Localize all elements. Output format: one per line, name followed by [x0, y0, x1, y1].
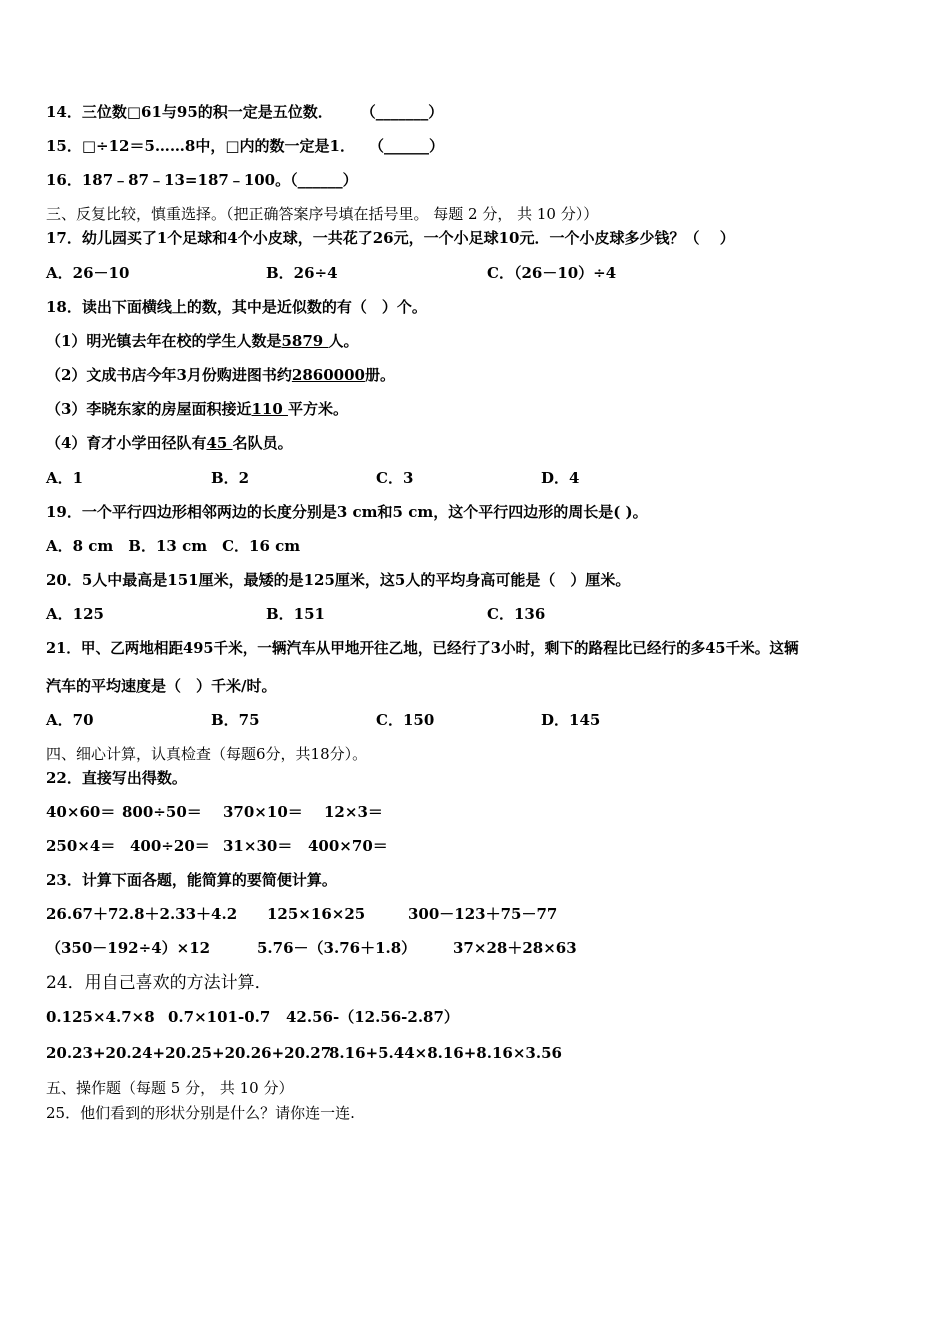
expression: 800÷50＝ — [122, 803, 202, 821]
option-a[interactable]: A．125 — [46, 605, 104, 623]
question-25: 25．他们看到的形状分别是什么？请你连一连. — [46, 1104, 355, 1122]
expression: 31×30＝ — [223, 837, 293, 855]
answer-blank[interactable]: （______） — [368, 137, 444, 155]
q18-item-2: （2）文成书店今年3月份购进图书约2860000册。 — [46, 366, 395, 384]
q19-options[interactable]: A．8 cm B．13 cm C．16 cm — [46, 537, 301, 555]
expression: 37×28＋28×63 — [453, 939, 577, 957]
question-14: 14．三位数□61与95的积一定是五位数． （_______） — [46, 103, 444, 121]
option-c[interactable]: C．（26－10）÷4 — [487, 264, 617, 282]
question-21-line-1: 21．甲、乙两地相距495千米，一辆汽车从甲地开往乙地，已经行了3小时，剩下的路程比已经行的多45千米。这辆 — [46, 640, 799, 657]
expression: 125×16×25 — [267, 905, 366, 923]
underlined-number: 5879 — [281, 332, 329, 350]
option-c[interactable]: C．3 — [376, 469, 414, 487]
question-21-line-2: 汽车的平均速度是（ ）千米/时。 — [46, 677, 277, 695]
section-5-heading: 五、操作题（每题 5 分， 共 10 分） — [46, 1079, 294, 1097]
expression: 0.125×4.7×8 — [46, 1008, 155, 1026]
option-b[interactable]: B．151 — [266, 605, 325, 623]
underlined-number: 110 — [251, 400, 288, 418]
option-d[interactable]: D．145 — [541, 711, 601, 729]
expression: 250×4＝ — [46, 837, 116, 855]
expression: 40×60＝ — [46, 803, 116, 821]
expression: 20.23+20.24+20.25+20.26+20.27 — [46, 1044, 332, 1062]
answer-blank[interactable]: （______） — [290, 171, 358, 189]
option-b[interactable]: B．75 — [211, 711, 260, 729]
expression: 12×3＝ — [324, 803, 383, 821]
q18-item-1: （1）明光镇去年在校的学生人数是5879 人。 — [46, 332, 359, 350]
expression: 8.16+5.44×8.16+8.16×3.56 — [329, 1044, 562, 1062]
expression: 400×70＝ — [308, 837, 388, 855]
question-18: 18．读出下面横线上的数，其中是近似数的有（ ）个。 — [46, 298, 427, 316]
expression: （350－192÷4）×12 — [46, 939, 211, 957]
option-b[interactable]: B．2 — [211, 469, 250, 487]
q18-item-4: （4）育才小学田径队有45 名队员。 — [46, 434, 293, 452]
expression: 5.76－（3.76＋1.8） — [257, 939, 417, 957]
question-15: 15．□÷12＝5……8中，□内的数一定是1． （______） — [46, 137, 444, 155]
question-17: 17．幼儿园买了1个足球和4个小皮球，一共花了26元，一个小足球10元．一个小皮球多少钱？（ ） — [46, 229, 735, 247]
option-a[interactable]: A．1 — [46, 469, 84, 487]
expression: 26.67＋72.8＋2.33＋4.2 — [46, 905, 238, 923]
section-3-heading: 三、反复比较，慎重选择。（把正确答案序号填在括号里。 每题 2 分， 共 10 分）） — [46, 205, 599, 223]
option-b[interactable]: B．26÷4 — [266, 264, 338, 282]
question-22: 22．直接写出得数。 — [46, 769, 187, 787]
option-c[interactable]: C．150 — [376, 711, 435, 729]
expression: 400÷20＝ — [130, 837, 210, 855]
expression: 370×10＝ — [223, 803, 303, 821]
underlined-number: 45 — [206, 434, 233, 452]
question-16: 16．187﹣87﹣13=187﹣100。（______） — [46, 171, 358, 189]
underlined-number: 2860000 — [291, 366, 365, 384]
q18-item-3: （3）李晓东家的房屋面积接近110 平方米。 — [46, 400, 349, 418]
answer-blank[interactable]: （_______） — [360, 103, 444, 121]
option-a[interactable]: A．70 — [46, 711, 94, 729]
option-a[interactable]: A．26－10 — [46, 264, 130, 282]
question-23: 23．计算下面各题，能简算的要简便计算。 — [46, 871, 337, 889]
section-4-heading: 四、细心计算，认真检查（每题6分，共18分）。 — [46, 745, 368, 763]
expression: 300－123＋75－77 — [408, 905, 558, 923]
question-20: 20．5人中最高是151厘米，最矮的是125厘米，这5人的平均身高可能是（ ）厘米。 — [46, 571, 631, 589]
question-24: 24．用自己喜欢的方法计算． — [46, 973, 272, 993]
expression: 42.56-（12.56-2.87） — [286, 1008, 459, 1026]
option-c[interactable]: C．136 — [487, 605, 546, 623]
expression: 0.7×101-0.7 — [168, 1008, 271, 1026]
question-19: 19．一个平行四边形相邻两边的长度分别是3 cm和5 cm，这个平行四边形的周长是( )。 — [46, 503, 648, 521]
option-d[interactable]: D．4 — [541, 469, 580, 487]
